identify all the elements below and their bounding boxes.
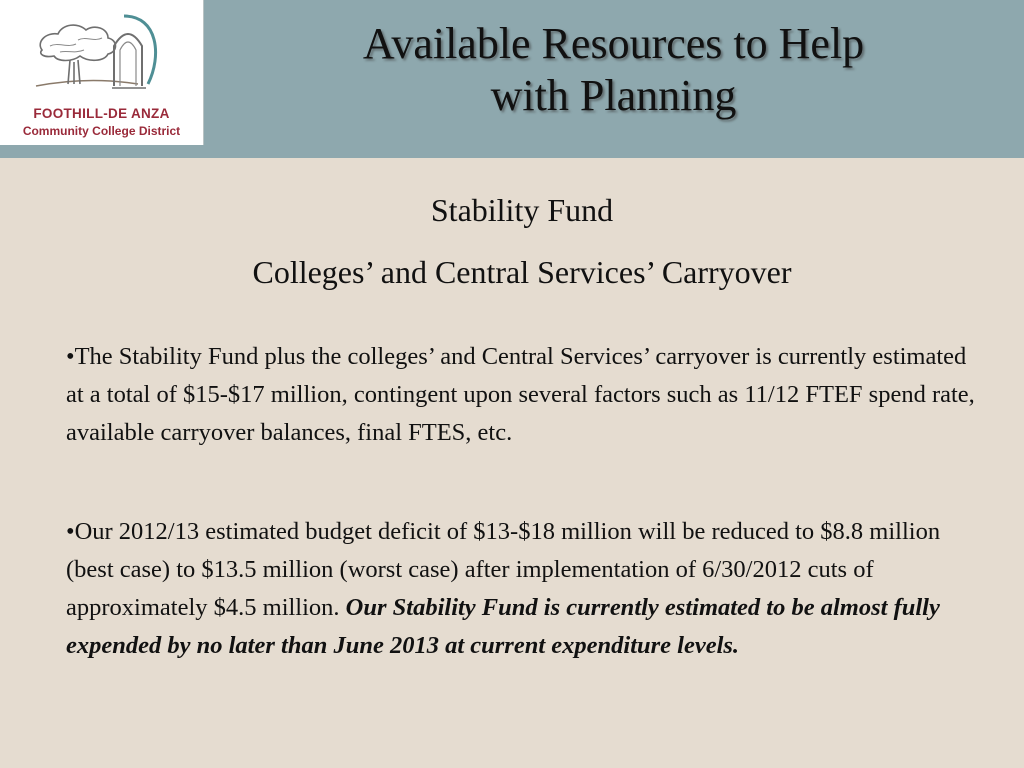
bullet-paragraph: [66, 338, 981, 452]
bullet-text: •Our 2012/13 estimated budget deficit of $13-$18 million will be reduced to $8.8 million (best case) to $13.5 million (worst case) after implementation of 6/30/2012 cuts of approximately $4.5 million.: [66, 518, 941, 621]
bullet-paragraph: [66, 513, 981, 665]
logo-name-line2: Community College District: [22, 124, 181, 138]
bullet-text: •The Stability Fund plus the colleges’ and Central Services’ carryover is currently estimated at a total of $15-$17 million, contingent upon several factors such as 11/12 FTEF spend rate, available carryover balances, final FTES, etc.: [66, 343, 975, 446]
district-logo: [0, 0, 204, 145]
bullet-emphasis: Our Stability Fund is currently estimated to be almost fully expended by no later than June 2013 at current expenditure levels.: [66, 594, 940, 659]
oak-tree-arch-logo-icon: [28, 6, 178, 102]
subtitle-carryover: Colleges’ and Central Services’ Carryover: [252, 254, 792, 290]
slide-title: [203, 18, 1024, 122]
subtitle-stability-fund: Stability Fund: [430, 192, 614, 228]
logo-name-line1: FOOTHILL-DE ANZA: [33, 106, 170, 121]
slide-title-line2: with Planning: [490, 71, 737, 120]
slide-title-line1: Available Resources to Help: [362, 19, 865, 68]
